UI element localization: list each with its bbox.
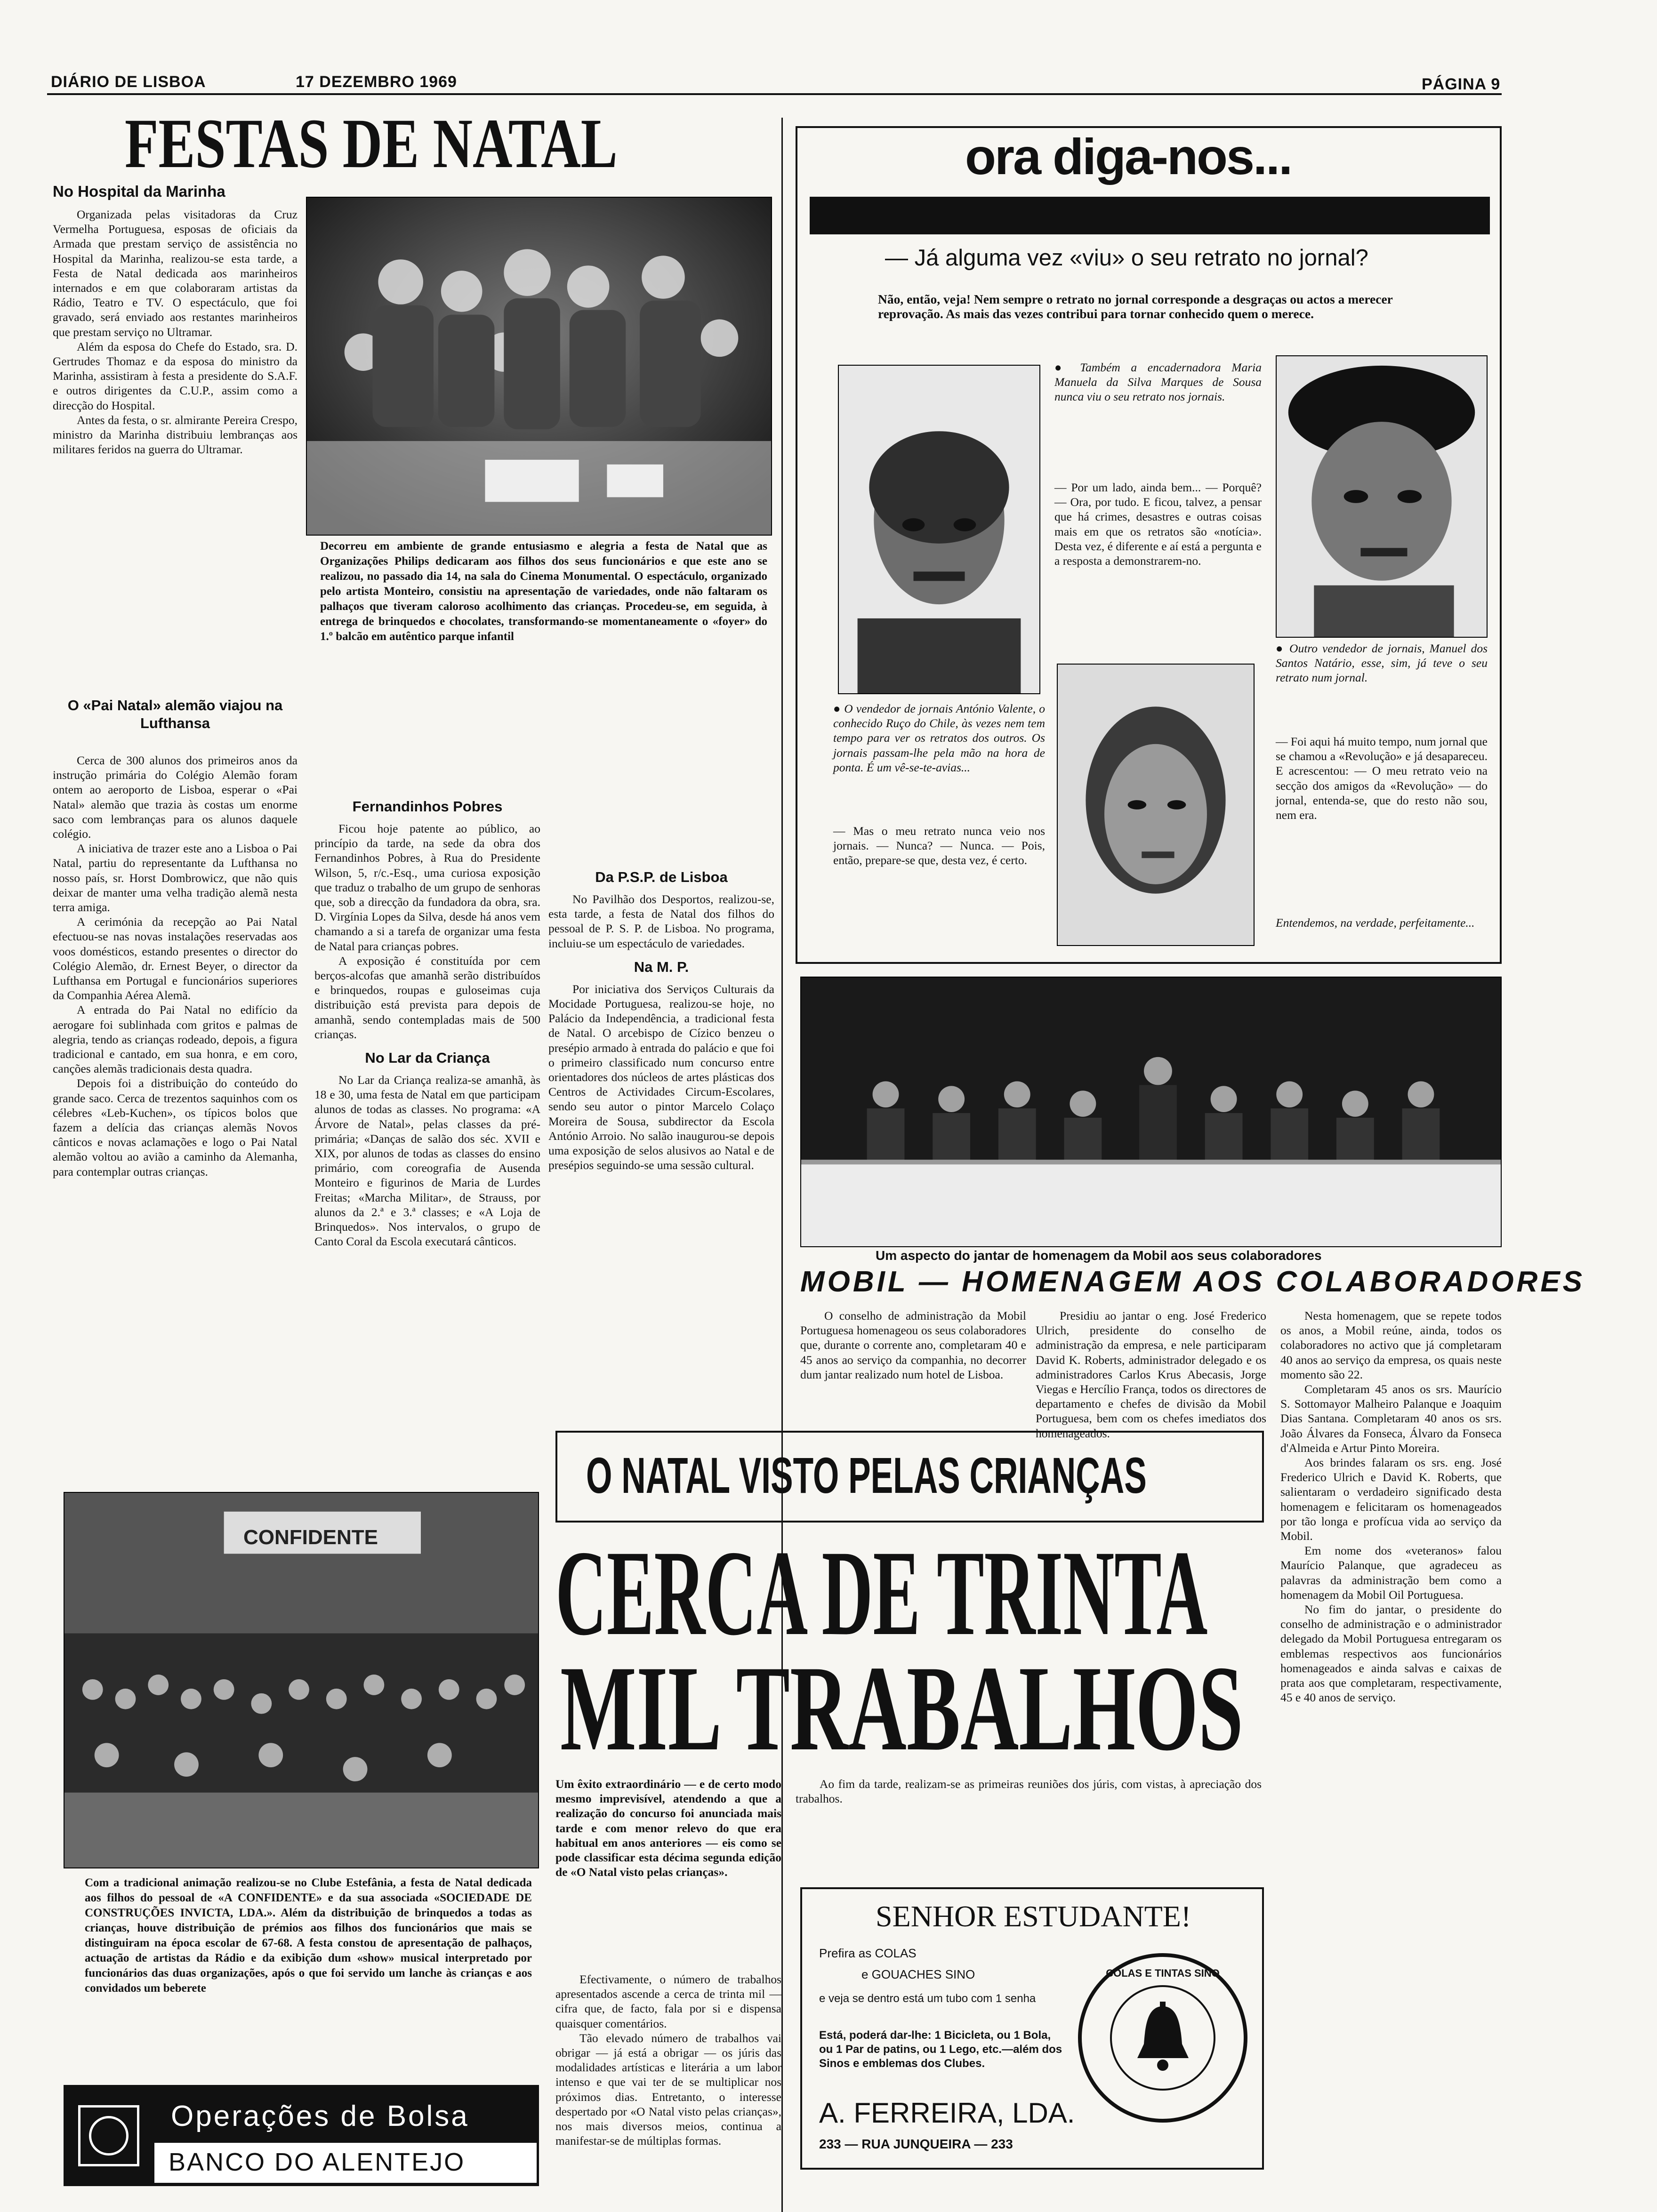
- mobil-col3: [1280, 1308, 1502, 2203]
- mobil-paragraph: Aos brindes falaram os srs. eng. José Frederico Ulrich e David K. Roberts, que salientaram o verdadeiro significado desta homenagem e felicitaram os homenageados por tão longa e profícua vida ao serviço da Mobil.: [1280, 1456, 1502, 1543]
- pai-natal-paragraph: A cerimónia da recepção ao Pai Natal efectuou-se nas novas instalações reservadas aos voos domésticos, estando presentes o director do Colégio Alemão, dr. Ernest Beyer, o director da Lufthansa em Portugal e funcionários superiores da Companhia Aérea Alemã.: [53, 915, 298, 1002]
- trinta-paragraph: Efectivamente, o número de trabalhos apresentados ascende a cerca de trinta mil — cifra que, de facto, fala por si e dispensa quaisquer comentários.: [555, 1972, 781, 2030]
- mobil-photo-caption: Um aspecto do jantar de homenagem da Mobil aos seus colaboradores: [876, 1248, 1322, 1263]
- bolsa-logo: [78, 2105, 139, 2166]
- maria-portrait: [1057, 664, 1255, 946]
- pai-natal-paragraph: Cerca de 300 alunos dos primeiros anos da instrução primária do Colégio Alemão foram ontem ao aeroporto de Lisboa, esperar o «Pai Natal» alemão que trazia às costas um enorme saco com lembranças para os alunos daquele colégio.: [53, 753, 298, 841]
- sino-ad-line1: Prefira as COLAS: [819, 1946, 917, 1960]
- pobres-lar-column: [314, 727, 540, 1480]
- trinta-headline-2: MIL TRABALHOS: [560, 1641, 1244, 1776]
- mobil-headline: MOBIL — HOMENAGEM AOS COLABORADORES: [800, 1266, 1585, 1298]
- bell-icon: [1134, 2002, 1192, 2072]
- mobil-paragraph: Nesta homenagem, que se repete todos os anos, a Mobil reúne, ainda, todos os colaboradores no activo que já completaram 40 anos ao serviço da empresa, os quais neste momento são 22.: [1280, 1309, 1502, 1381]
- bolsa-bank: BANCO DO ALENTEJO: [169, 2148, 466, 2176]
- maria-caption: ● Também a encadernadora Maria Manuela da Silva Marques de Sousa nunca viu o seu retrato nos jornais.: [1054, 361, 1262, 404]
- lar-subhead: No Lar da Criança: [365, 1050, 490, 1066]
- column-divider: [781, 118, 783, 2212]
- mp-subhead: Na M. P.: [634, 958, 689, 975]
- mobil-col1: O conselho de administração da Mobil Portuguesa homenageou os seus colaboradores que, durante o corrente ano, completaram 40 e 45 anos ao serviço da companhia, no decorrer dum jantar realizado num hotel de Lisboa.: [800, 1309, 1026, 1381]
- sino-ad-company: A. FERREIRA, LDA.: [819, 2097, 1075, 2129]
- valente-portrait: [838, 365, 1040, 694]
- festas-headline: FESTAS DE NATAL: [125, 104, 618, 183]
- trinta-headline-1: CERCA DE TRINTA: [555, 1525, 1208, 1661]
- trinta-body-2: Ao fim da tarde, realizam-se as primeiras reuniões dos júris, com vistas, à apreciação dos trabalhos.: [796, 1777, 1262, 1806]
- bolsa-box: [64, 2085, 539, 2186]
- ora-diga-intro: Não, então, veja! Nem sempre o retrato no jornal corresponde a desgraças ou actos a merecer reprovação. As mais das vezes contribui para tornar conhecido quem o merece.: [878, 292, 1393, 321]
- masthead-page: PÁGINA 9: [1422, 75, 1501, 93]
- ora-diga-bar: [810, 197, 1490, 234]
- sino-seal-text: COLAS E TINTAS SINO: [1106, 1967, 1220, 1979]
- bolsa-title: Operações de Bolsa: [171, 2100, 469, 2132]
- psp-paragraph: No Pavilhão dos Desportos, realizou-se, esta tarde, a festa de Natal dos filhos do pessoal de P. S. P. de Lisboa. No programa, incluiu-se um espectáculo de variedades.: [548, 892, 774, 950]
- mp-paragraph: Por iniciativa dos Serviços Culturais da Mocidade Portuguesa, realizou-se hoje, no Palácio da Independência, a tradicional festa de Natal. O arcebispo de Cízico benzeu o presépio armado à entrada do palácio e que foi o primeiro classificado num concurso entre orientadores dos núcleos de artes plásticas dos Centros de Actividades Circum-Escolares, sendo seu autor o pintor Marcelo Colaço Moreira de Sousa, subdirector da Escola António Arroio. No salão inaugurou-se depois uma exposição de selos alusivos ao Natal e de presépios seguindo-se uma sessão cultural.: [548, 982, 774, 1172]
- natario-end: Entendemos, na verdade, perfeitamente...: [1276, 916, 1475, 930]
- natal-criancas-banner: O NATAL VISTO PELAS CRIANÇAS: [586, 1447, 1147, 1504]
- ora-diga-logo: ora diga-nos...: [965, 128, 1292, 185]
- psp-mp-column: [548, 727, 774, 1386]
- confidente-party-photo: [64, 1492, 539, 1868]
- mobil-paragraph: No fim do jantar, o presidente do conselho de administração e o administrador delegado da Mobil Portuguesa entregaram os emblemas respectivos aos funcionários homenageados e ainda salvas e caixas de prata aos que completaram, respectivamente, 45 e 40 anos de serviço.: [1280, 1603, 1502, 1705]
- sino-bell-seal: [1078, 1953, 1247, 2123]
- lar-paragraph: No Lar da Criança realiza-se amanhã, às 18 e 30, uma festa de Natal em que participam alunos de todas as classes. No programa: «A Árvore de Natal», pelas classes da pré-primária; «Danças de salão dos séc. XVII e XIX, por alunos de todas as classes do ensino primário, com coreografia de Ausenda Monteiro e figurinos de Maria de Lurdes Freitas; «Marcha Militar», de Strauss, por alunos da 2.ª e 3.ª classes; e «A Loja de Brinquedos». Nos intervalos, o grupo de Canto Coral da Escola executará cânticos.: [314, 1073, 540, 1249]
- valente-body: — Mas o meu retrato nunca veio nos jornais. — Nunca? — Nunca. — Pois, então, prepare-se que, desta vez, é certo.: [833, 824, 1045, 867]
- natario-body: — Foi aqui há muito tempo, num jornal que se chamou a «Revolução» e já desapareceu. E acrescentou: — O meu retrato veio na secção dos amigos da «Revolução» — do jornal, entenda-se, que do resto não sou, nem era.: [1276, 735, 1488, 822]
- ora-diga-question: — Já alguma vez «viu» o seu retrato no jornal?: [885, 245, 1368, 271]
- pai-natal-paragraph: Depois foi a distribuição do conteúdo do grande saco. Cerca de trezentos saquinhos com os célebres «Leb-Kuchen», os típicos bolos que fazem a delícia das crianças alemãs Novos cânticos e novas aclamações e logo o Pai Natal alemão voltou ao avião a caminho da Alemanha, para contemplar outras crianças.: [53, 1076, 298, 1178]
- hospital-paragraph: Antes da festa, o sr. almirante Pereira Crespo, ministro da Marinha distribuiu lembranças aos militares feridos na guerra do Ultramar.: [53, 413, 298, 457]
- mobil-col2: Presidiu ao jantar o eng. José Frederico Ulrich, presidente do conselho de administração da empresa, e nele participaram David K. Roberts, administrador delegado e os administradores Carlos Krus Abecasis, Jorge Viegas e Hercílio França, todos os directores de departamento e chefes de divisão da Mobil Portuguesa, bem com os chefes imediatos dos homenageados.: [1036, 1309, 1266, 1440]
- masthead-date: 17 DEZEMBRO 1969: [296, 73, 457, 91]
- bolsa-logo-inner: [89, 2116, 129, 2156]
- hospital-paragraph: Organizada pelas visitadoras da Cruz Vermelha Portuguesa, esposas de oficiais da Armada que prestam serviço de assistência no Hospital da Marinha, realizou-se esta tarde, a Festa de Natal dedicada aos marinheiros internados e em que colaboraram artistas da Rádio, Teatro e TV. O espectáculo, que foi gravado, será enviado aos restantes marinheiros que prestam serviço no Ultramar.: [53, 208, 298, 339]
- pobres-paragraph: Ficou hoje patente ao público, ao princípio da tarde, na sede da obra dos Fernandinhos Pobres, à Rua do Presidente Wilson, 5, r/c.-Esq., uma curiosa exposição que traduz o trabalho de um grupo de senhoras que, sob a direcção da fundadora da obra, sra. D. Virgínia Lopes da Silva, desde há anos vem chamando a si a tarefa de organizar uma festa de Natal para crianças pobres.: [314, 822, 540, 953]
- philips-caption: Decorreu em ambiente de grande entusiasmo e alegria a festa de Natal que as Organizações Philips dedicaram aos filhos dos seus funcionários e que este ano se realizou, no passado dia 14, na sala do Cinema Monumental. O espectáculo, organizado pelo artista Monteiro, consistiu na apresentação de variedades, onde não faltaram os palhaços que tiveram caloroso acolhimento das crianças. Procedeu-se, em seguida, à entrega de brinquedos e chocolates, transformando-se momentaneamente o «foyer» do 1.º balcão em autêntico parque infantil: [320, 540, 767, 643]
- sino-ad-title: SENHOR ESTUDANTE!: [876, 1899, 1191, 1933]
- philips-party-photo: [306, 197, 772, 536]
- natario-portrait: [1276, 355, 1488, 638]
- mobil-paragraph: Em nome dos «veteranos» falou Maurício Palanque, que agradeceu as palavras da administração bem como a homenagem da Mobil Oil Portuguesa.: [1280, 1544, 1502, 1602]
- hospital-subhead: No Hospital da Marinha: [53, 183, 225, 200]
- trinta-lead: Um êxito extraordinário — e de certo modo mesmo imprevisível, atendendo a que a realização do concurso foi anunciada mais tarde e com menor relevo do que era habitual em anos anteriores — eis como se pode classificar esta décima segunda edição de «O Natal visto pelas crianças».: [555, 1777, 781, 1879]
- mobil-dinner-photo: [800, 977, 1502, 1247]
- mobil-paragraph: Completaram 45 anos os srs. Maurício S. Sottomayor Malheiro Palanque e Joaquim Dias Santana. Completaram 40 anos os srs. João Álvares da Fonseca, Álvaro da Fonseca d'Almeida e Artur Pinto Moreira.: [1280, 1382, 1502, 1455]
- sino-ad-address: 233 — RUA JUNQUEIRA — 233: [819, 2137, 1013, 2151]
- sino-ad-line2: e GOUACHES SINO: [861, 1967, 975, 1981]
- masthead-paper: DIÁRIO DE LISBOA: [51, 73, 206, 91]
- maria-body: — Por um lado, ainda bem... — Porquê? — Ora, por tudo. E ficou, talvez, a pensar que há crimes, desastres e outras coisas mais em que os retratos são «notícia». Desta vez, é diferente e aí está a pergunta e a resposta a demonstrarem-no.: [1054, 481, 1262, 568]
- masthead-rule: [47, 93, 1502, 95]
- sino-ad-line3: e veja se dentro está um tubo com 1 senha: [819, 1992, 1036, 2005]
- confidente-caption: Com a tradicional animação realizou-se no Clube Estefânia, a festa de Natal dedicada aos filhos do pessoal de «A CONFIDENTE» e da sua associada «SOCIEDADE DE CONSTRUÇÕES INVICTA, LDA.». Além da distribuição de brinquedos a todas as crianças, houve distribuição de prémios aos filhos dos funcionários que mais se distinguiram na época escolar de 67-68. A festa constou de apresentação de palhaços, actuação de artistas da Rádio e da exibição dum «show» musical interpretado por funcionários das duas organizações, após o que foi servido um lanche às crianças e aos convidados um beberete: [85, 1876, 532, 1995]
- pai-natal-subhead: O «Pai Natal» alemão viajou na Lufthansa: [67, 697, 283, 731]
- hospital-article: [53, 207, 298, 692]
- trinta-paragraph: Tão elevado número de trabalhos vai obrigar — já está a obrigar — os júris das modalidades artísticas e literária a um labor intenso e que vai ter de se multiplicar nos próximos dias. Entretanto, o interesse despertado por «O Natal visto pelas crianças», nos mais diversos meios, continua a manifestar-se de múltiplas formas.: [555, 2031, 781, 2148]
- pobres-subhead: Fernandinhos Pobres: [352, 798, 503, 815]
- natario-caption: ● Outro vendedor de jornais, Manuel dos Santos Natário, esse, sim, já teve o seu retrato num jornal.: [1276, 641, 1488, 685]
- psp-subhead: Da P.S.P. de Lisboa: [595, 869, 728, 885]
- sino-ad-line4: Está, poderá dar-lhe: 1 Bicicleta, ou 1 Bola, ou 1 Par de patins, ou 1 Lego, etc.—além dos Sinos e emblemas dos Clubes.: [819, 2029, 1062, 2070]
- pai-natal-paragraph: A entrada do Pai Natal no edifício da aerogare foi sublinhada com gritos e palmas de alegria, tendo as crianças rodeado, depois, a figura tradicional e cantado, em sua honra, e em coro, canções alemãs tradicionais desta quadra.: [53, 1003, 298, 1076]
- pai-natal-article: [53, 753, 298, 1478]
- hospital-paragraph: Além da esposa do Chefe do Estado, sra. D. Gertrudes Thomaz e da esposa do ministro da Marinha, assistiram à festa a presidente do S.A.F. e outros dirigentes da C.U.P., assim como a direcção do Hospital.: [53, 339, 298, 412]
- pai-natal-paragraph: A iniciativa de trazer este ano a Lisboa o Pai Natal, partiu do representante da Lufthansa no nosso país, sr. Horst Dombrowicz, que não quis deixar de manter uma velha tradição alemã nesta terra amiga.: [53, 842, 298, 914]
- valente-caption: ● O vendedor de jornais António Valente, o conhecido Ruço do Chile, às vezes nem tem tempo para ver os retratos dos outros. Os jornais passam-lhe pela mão na hora de ponta. É um vê-se-te-avias...: [833, 702, 1045, 774]
- pobres-paragraph: A exposição é constituída por cem berços-alcofas que amanhã serão distribuídos e brinquedos, roupas e guloseimas cuja distribuição está prevista para depois de amanhã, sendo contempladas mais de 500 crianças.: [314, 954, 540, 1041]
- trinta-body-1: [555, 1972, 781, 2212]
- confidente-sign: CONFIDENTE: [243, 1526, 378, 1549]
